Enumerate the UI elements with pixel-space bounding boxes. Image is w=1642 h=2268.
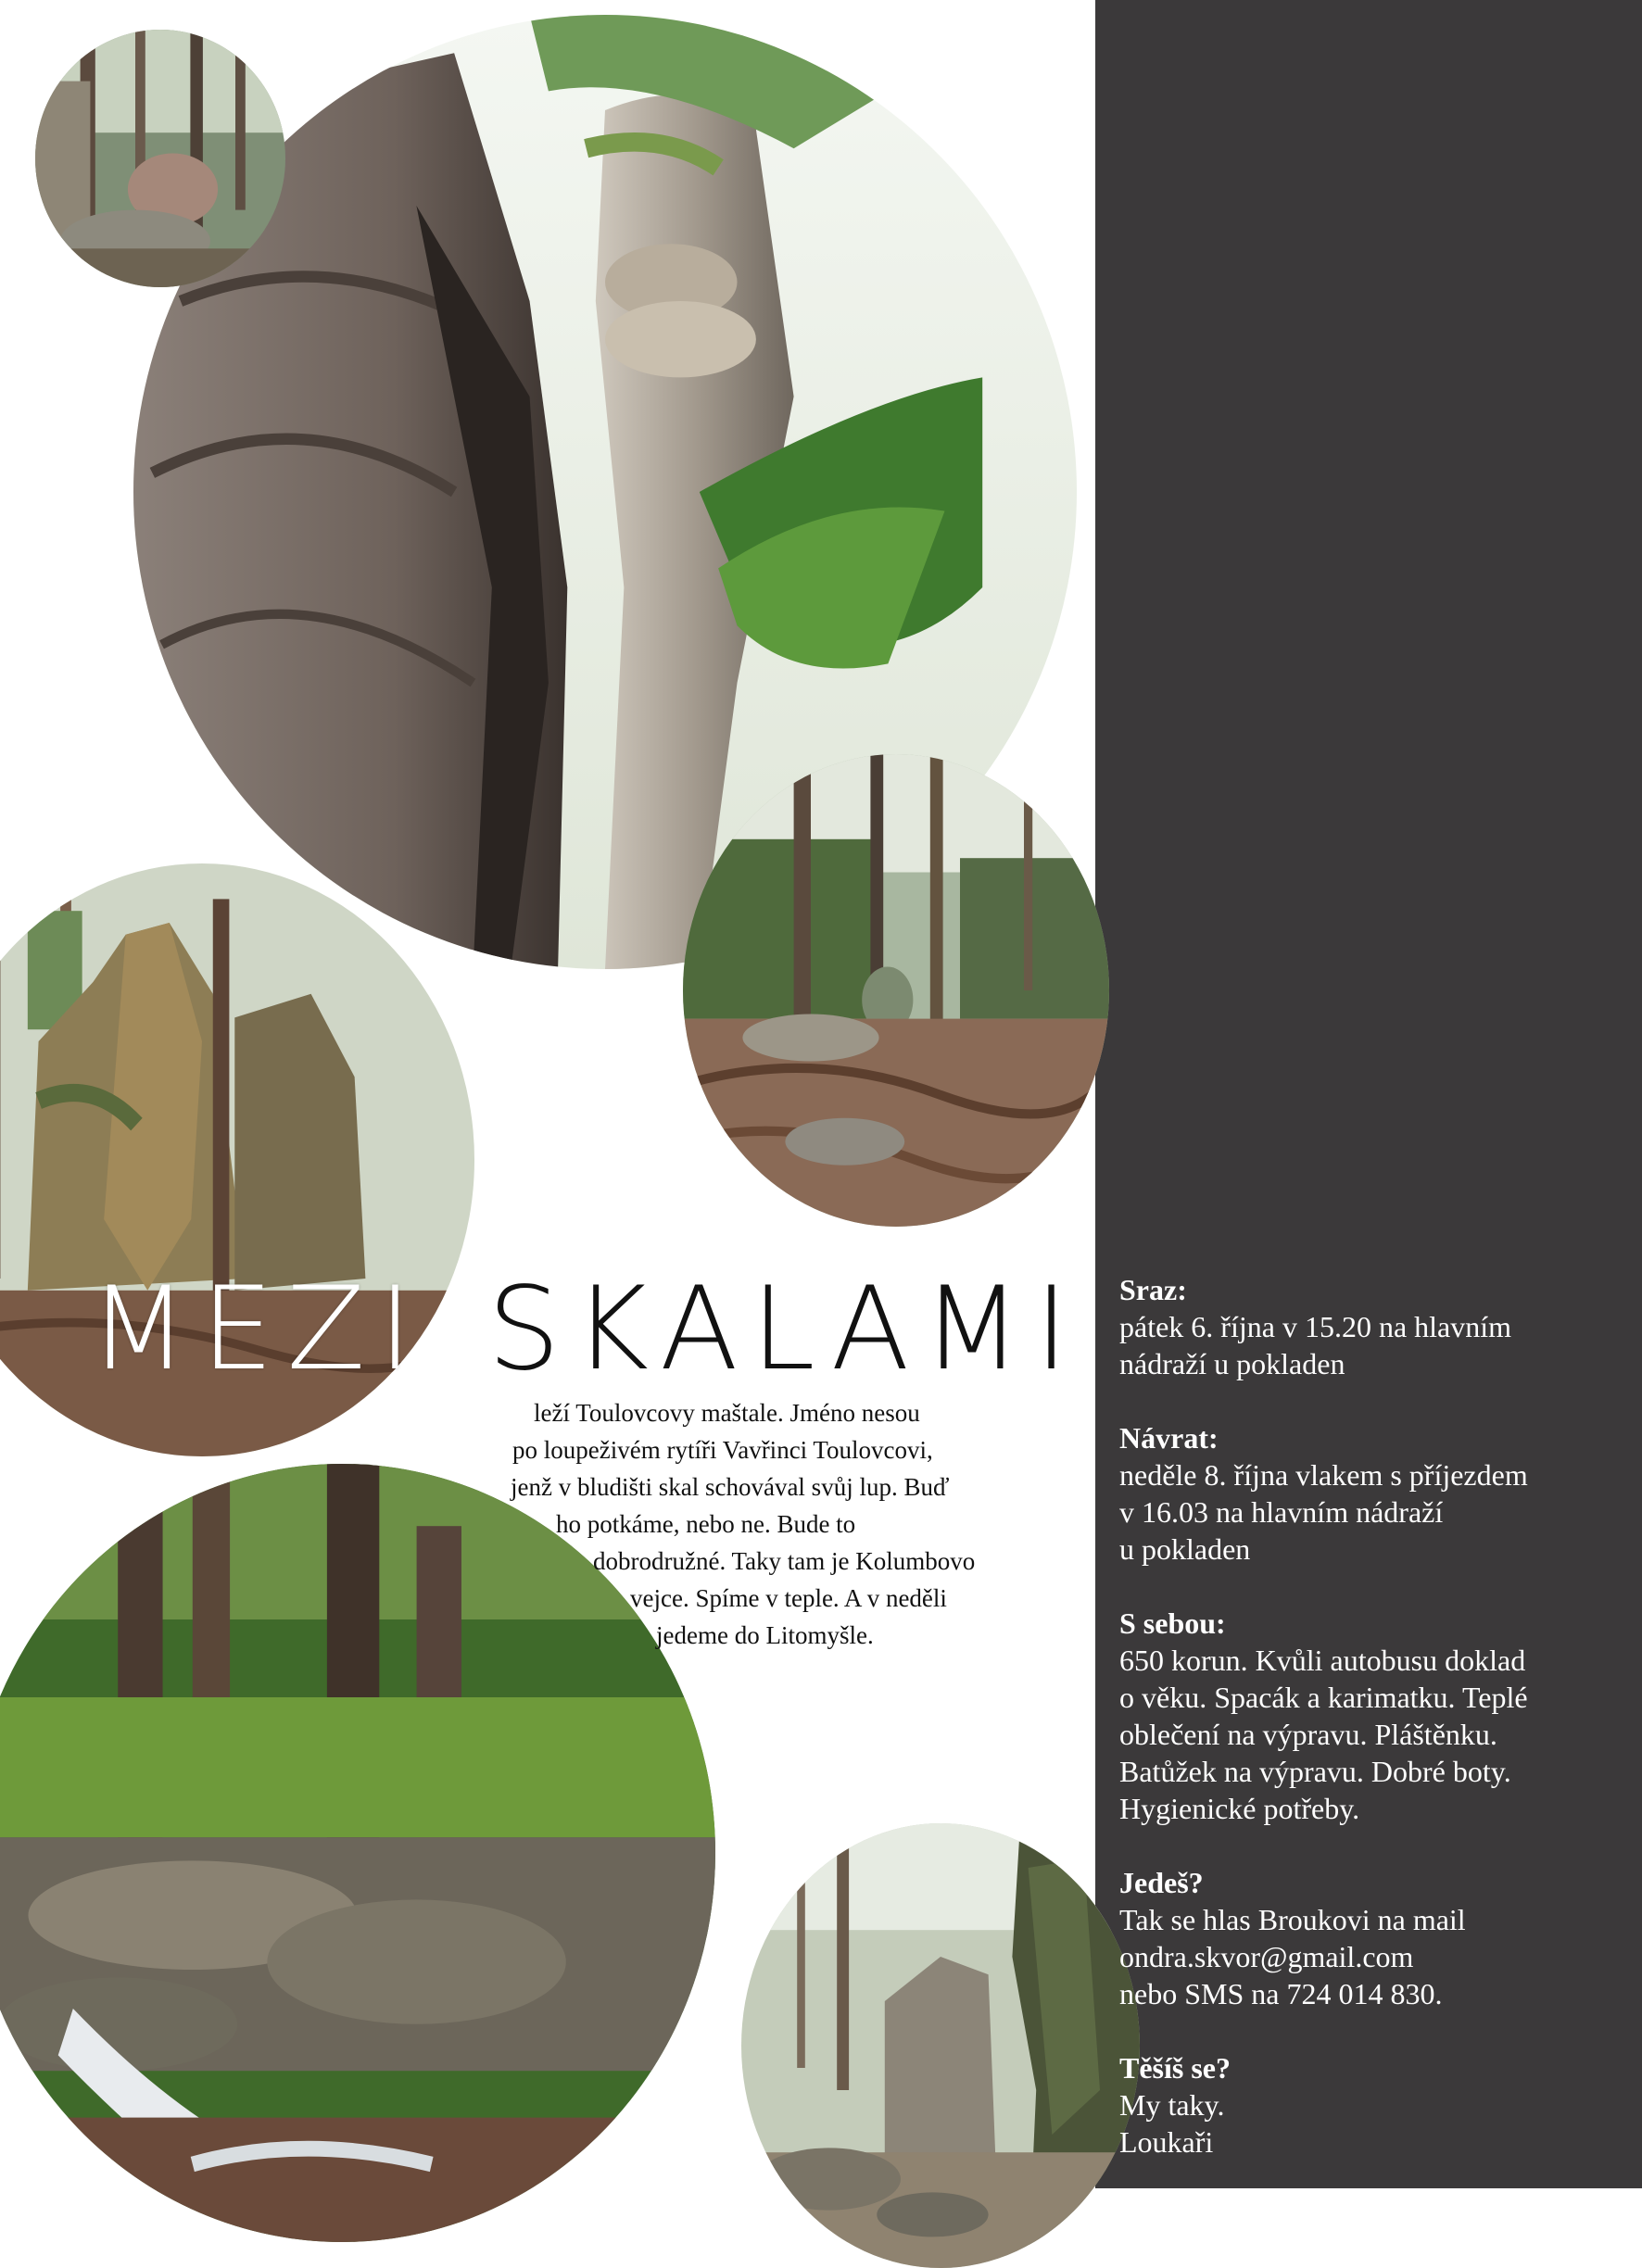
intro-line: dobrodružné. Taky tam je Kolumbovo <box>593 1545 975 1577</box>
info-signup <box>1119 1864 1627 2012</box>
title-word-skalami: SKALAMI <box>487 1269 1081 1390</box>
intro-line: ho potkáme, nebo ne. Bude to <box>556 1508 855 1540</box>
intro-line: jenž v bludišti skal schovával svůj lup. Buď <box>511 1471 949 1503</box>
info-heading: Jedeš? <box>1119 1864 1627 1901</box>
title-word-mezi: MEZI <box>89 1269 425 1390</box>
info-line: 650 korun. Kvůli autobusu doklad <box>1119 1642 1627 1679</box>
info-line: oblečení na výpravu. Pláštěnku. <box>1119 1716 1627 1753</box>
info-line: neděle 8. října vlakem s příjezdem <box>1119 1456 1627 1493</box>
info-closing <box>1119 2049 1627 2161</box>
info-line: Tak se hlas Broukovi na mail <box>1119 1901 1627 1938</box>
intro-line: leží Toulovcovy maštale. Jméno nesou <box>534 1397 920 1429</box>
info-line: Hygienické potřeby. <box>1119 1790 1627 1827</box>
info-line: My taky. <box>1119 2086 1627 2123</box>
intro-line: jedeme do Litomyšle. <box>656 1619 874 1651</box>
info-heading: Těšíš se? <box>1119 2049 1627 2086</box>
info-bring <box>1119 1605 1627 1827</box>
info-meeting <box>1119 1271 1627 1382</box>
info-line: pátek 6. října v 15.20 na hlavním <box>1119 1308 1627 1345</box>
info-return <box>1119 1419 1627 1568</box>
info-line: o věku. Spacák a karimatku. Teplé <box>1119 1679 1627 1716</box>
forest-roots-path-photo <box>683 754 1109 1227</box>
contact-sms: nebo SMS na 724 014 830. <box>1119 1975 1627 2012</box>
intro-line: vejce. Spíme v teple. A v neděli <box>630 1582 947 1614</box>
event-info <box>1119 1271 1627 2198</box>
boulder-forest-photo <box>35 30 285 287</box>
signature: Loukaři <box>1119 2123 1627 2161</box>
info-line: Batůžek na výpravu. Dobré boty. <box>1119 1753 1627 1790</box>
forest-stream-photo <box>0 1464 715 2242</box>
poster-title <box>89 1269 1034 1390</box>
info-line: u pokladen <box>1119 1531 1627 1568</box>
rock-gorge-passage-photo <box>741 1823 1140 2268</box>
info-line: v 16.03 na hlavním nádraží <box>1119 1493 1627 1531</box>
info-heading: Návrat: <box>1119 1419 1627 1456</box>
contact-email: ondra.skvor@gmail.com <box>1119 1938 1627 1975</box>
intro-line: po loupeživém rytíři Vavřinci Toulovcovi, <box>512 1434 933 1466</box>
info-heading: Sraz: <box>1119 1271 1627 1308</box>
info-line: nádraží u pokladen <box>1119 1345 1627 1382</box>
info-heading: S sebou: <box>1119 1605 1627 1642</box>
